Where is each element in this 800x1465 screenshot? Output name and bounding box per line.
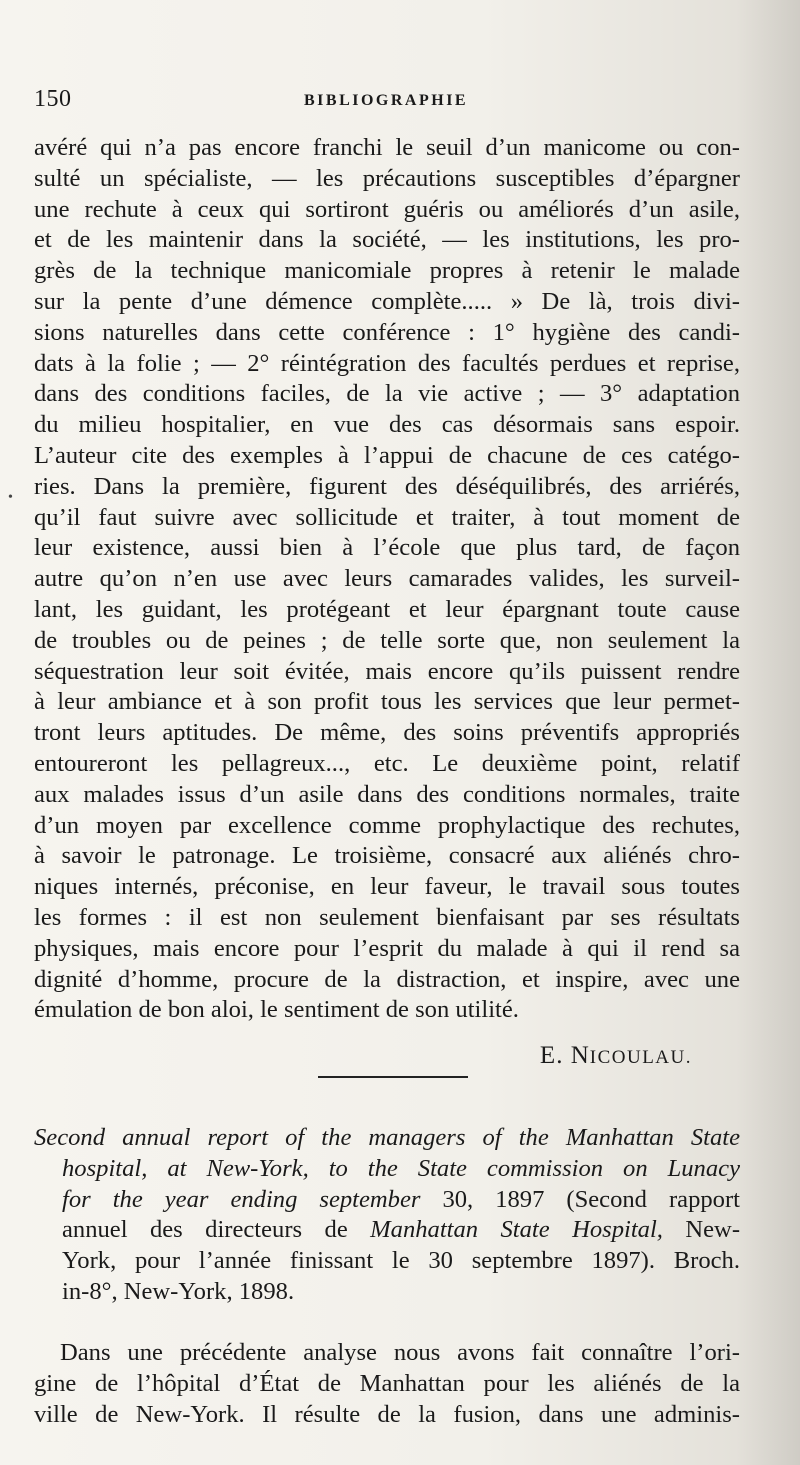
page-number: 150 xyxy=(34,86,72,112)
reference-line-3: for the year ending september 30, 1897 (Second rapport xyxy=(62,1185,740,1213)
paragraph-line: ville de New-York. Il résulte de la fusion, dans une adminis- xyxy=(34,1400,740,1428)
review-line: grès de la technique manicomiale propres à retenir le malade xyxy=(34,257,740,285)
bibliographic-reference xyxy=(34,1123,740,1308)
review-line: L’auteur cite des exemples à l’appui de chacune de ces catégo- xyxy=(34,441,740,469)
paragraph-line: gine de l’hôpital d’État de Manhattan pour les aliénés de la xyxy=(34,1369,740,1397)
second-paragraph xyxy=(34,1338,740,1430)
review-line: sulté un spécialiste, — les précautions susceptibles d’épargner xyxy=(34,164,740,192)
review-line: et de les maintenir dans la société, — les institutions, les pro- xyxy=(34,226,740,254)
review-line: tront leurs aptitudes. De même, des soins préventifs appropriés xyxy=(34,719,740,747)
review-line: physiques, mais encore pour l’esprit du malade à qui il rend sa xyxy=(34,934,740,962)
review-line: ries. Dans la première, figurent des déséquilibrés, des arriérés, xyxy=(34,472,740,500)
reference-line-6: in-8°, New-York, 1898. xyxy=(62,1277,295,1305)
review-line: leur existence, aussi bien à l’école que plus tard, de façon xyxy=(34,534,740,562)
review-body-text xyxy=(34,133,740,1026)
review-line: dignité d’homme, procure de la distraction, et inspire, avec une xyxy=(34,965,740,993)
review-line: d’un moyen par excellence comme prophylactique des rechutes, xyxy=(34,811,740,839)
review-line: à leur ambiance et à son profit tous les services que leur permet- xyxy=(34,688,740,716)
review-line: niques internés, préconise, en leur faveur, le travail sous toutes xyxy=(34,873,740,901)
running-title: BIBLIOGRAPHIE xyxy=(304,92,469,109)
review-line: qu’il faut suivre avec sollicitude et traiter, à tout moment de xyxy=(34,503,740,531)
reference-line-1: Second annual report of the managers of the Manhattan State xyxy=(34,1124,740,1151)
review-line: lant, les guidant, les protégeant et leur épargnant toute cause xyxy=(34,595,740,623)
review-line: de troubles ou de peines ; de telle sorte que, non seulement la xyxy=(34,626,740,654)
review-line: émulation de bon aloi, le sentiment de son utilité. xyxy=(34,996,519,1024)
review-line: dats à la folie ; — 2° réintégration des facultés perdues et reprise, xyxy=(34,349,740,377)
signature-initial: E. N xyxy=(539,1042,590,1069)
paragraph-line: Dans une précédente analyse nous avons fait connaître l’ori- xyxy=(60,1339,740,1366)
signature-surname: ICOULAU. xyxy=(589,1047,692,1068)
margin-mark: • xyxy=(8,490,13,505)
review-line: dans des conditions faciles, de la vie active ; — 3° adaptation xyxy=(34,380,740,408)
review-line: autre qu’on n’en use avec leurs camarades valides, les surveil- xyxy=(34,565,740,593)
review-line: séquestration leur soit évitée, mais encore qu’ils puissent rendre xyxy=(34,657,740,685)
review-line: une rechute à ceux qui sortiront guéris ou améliorés d’un asile, xyxy=(34,195,740,223)
review-line: à savoir le patronage. Le troisième, consacré aux aliénés chro- xyxy=(34,842,740,870)
section-rule xyxy=(318,1076,468,1078)
review-line: avéré qui n’a pas encore franchi le seuil d’un manicome ou con- xyxy=(34,134,740,161)
reference-line-2: hospital, at New-York, to the State commission on Lunacy xyxy=(62,1154,740,1182)
reference-line-5: York, pour l’année finissant le 30 septembre 1897). Broch. xyxy=(62,1247,740,1275)
review-line: aux malades issus d’un asile dans des conditions normales, traite xyxy=(34,780,740,808)
reference-line-4: annuel des directeurs de Manhattan State Hospital, New- xyxy=(62,1216,741,1244)
review-line: entoureront les pellagreux..., etc. Le deuxième point, relatif xyxy=(34,749,740,777)
review-line: sions naturelles dans cette conférence : 1° hygiène des candi- xyxy=(34,318,740,346)
signature xyxy=(540,1042,692,1070)
review-line: du milieu hospitalier, en vue des cas désormais sans espoir. xyxy=(34,411,740,439)
review-line: les formes : il est non seulement bienfaisant par ses résultats xyxy=(34,903,740,931)
review-line: sur la pente d’une démence complète..... » De là, trois divi- xyxy=(34,287,740,315)
page-header xyxy=(34,86,738,116)
